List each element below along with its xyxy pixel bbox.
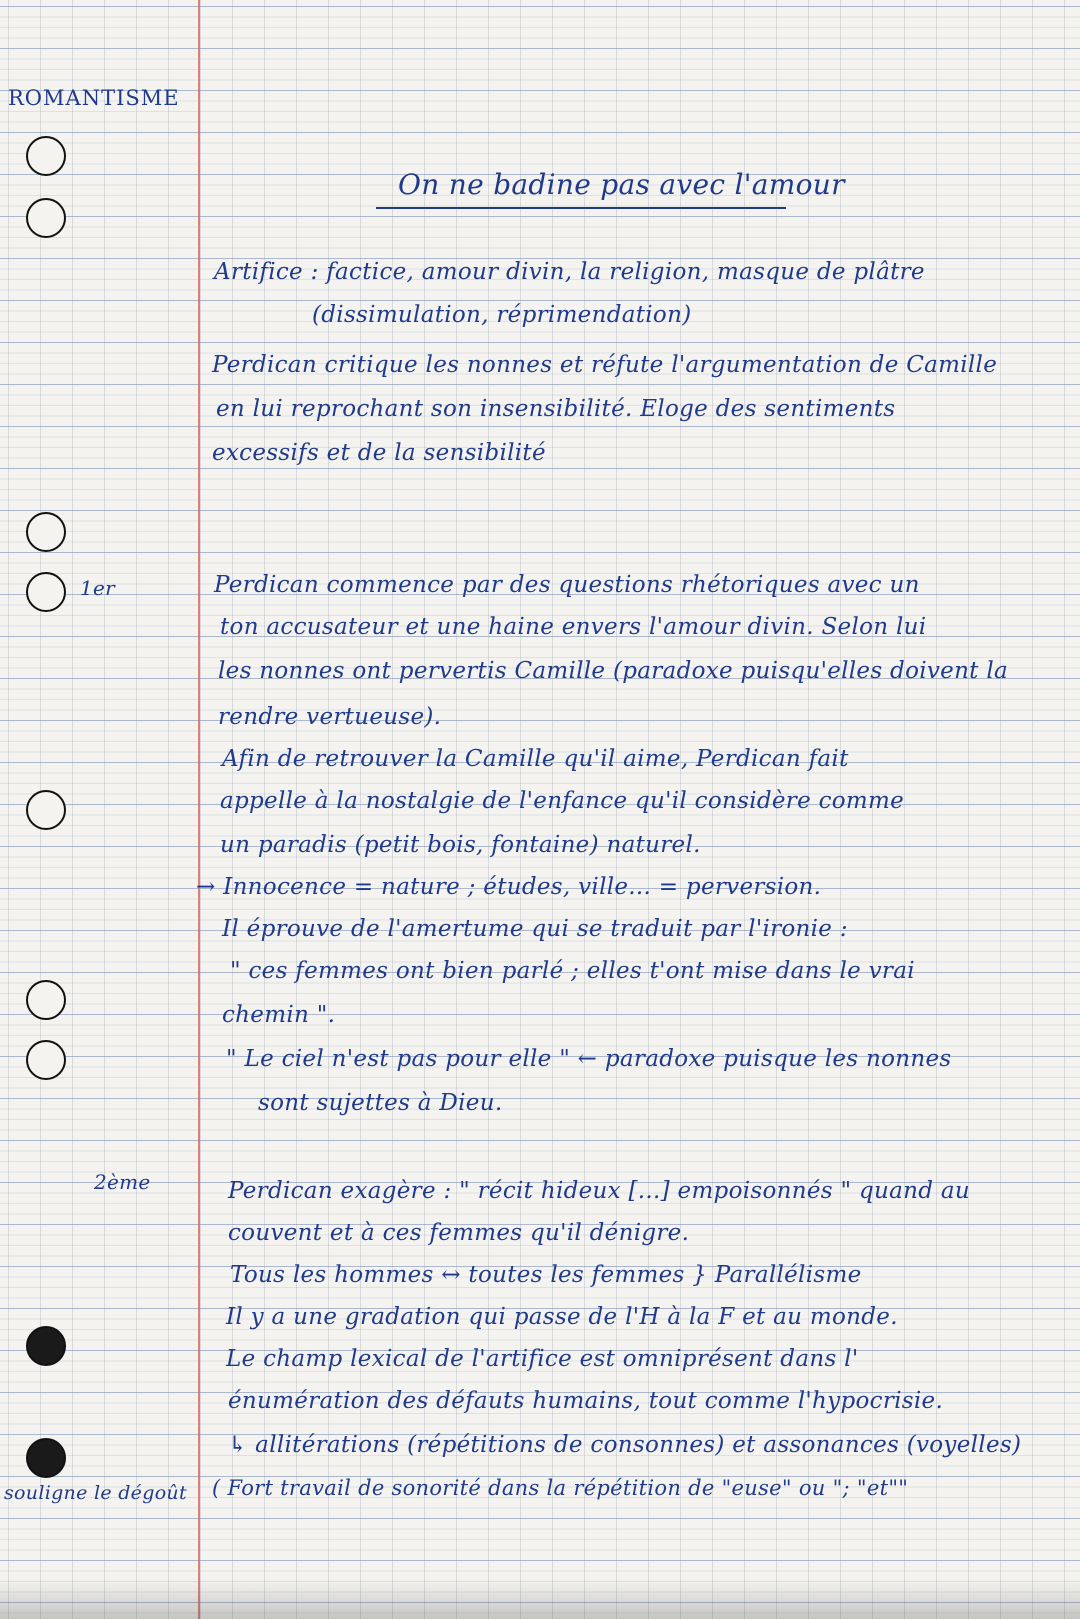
binder-hole bbox=[26, 1040, 66, 1080]
binder-hole bbox=[26, 198, 66, 238]
first-part-marker: 1er bbox=[80, 576, 116, 600]
note-line: énumération des défauts humains, tout comme l'hypocrisie. bbox=[228, 1388, 944, 1414]
binder-hole bbox=[26, 512, 66, 552]
binder-hole bbox=[26, 572, 66, 612]
page-shadow bbox=[0, 1579, 1080, 1619]
title-underline bbox=[376, 207, 786, 209]
note-line: couvent et à ces femmes qu'il dénigre. bbox=[228, 1220, 690, 1246]
note-line: Perdican commence par des questions rhétoriques avec un bbox=[214, 572, 920, 598]
note-line: ton accusateur et une haine envers l'amour divin. Selon lui bbox=[220, 614, 927, 640]
page-title: On ne badine pas avec l'amour bbox=[398, 168, 845, 201]
note-line: Tous les hommes ↔ toutes les femmes } Parallélisme bbox=[230, 1262, 862, 1288]
note-line: " Le ciel n'est pas pour elle " ← paradoxe puisque les nonnes bbox=[226, 1046, 952, 1072]
note-line: Il y a une gradation qui passe de l'H à la F et au monde. bbox=[226, 1304, 898, 1330]
note-line: excessifs et de la sensibilité bbox=[212, 440, 546, 466]
note-line: Il éprouve de l'amertume qui se traduit par l'ironie : bbox=[222, 916, 848, 942]
note-line: rendre vertueuse). bbox=[218, 704, 442, 730]
note-line: Artifice : factice, amour divin, la religion, masque de plâtre bbox=[214, 259, 925, 285]
binder-hole bbox=[26, 790, 66, 830]
note-line: → Innocence = nature ; études, ville... = perversion. bbox=[196, 874, 822, 900]
note-line: Le champ lexical de l'artifice est omniprésent dans l' bbox=[226, 1346, 859, 1372]
note-line: (dissimulation, réprimendation) bbox=[312, 302, 692, 328]
margin-line bbox=[198, 0, 200, 1619]
note-line: ↳ allitérations (répétitions de consonnes) et assonances (voyelles) bbox=[228, 1432, 1022, 1458]
note-line: " ces femmes ont bien parlé ; elles t'ont mise dans le vrai bbox=[230, 958, 915, 984]
second-part-marker: 2ème bbox=[94, 1170, 151, 1194]
section-label: ROMANTISME bbox=[8, 86, 180, 110]
binder-hole bbox=[26, 1326, 66, 1366]
note-line: les nonnes ont pervertis Camille (paradoxe puisqu'elles doivent la bbox=[218, 658, 1009, 684]
note-line: un paradis (petit bois, fontaine) naturel. bbox=[220, 832, 701, 858]
note-line: en lui reprochant son insensibilité. Eloge des sentiments bbox=[216, 396, 896, 422]
note-line: Perdican exagère : " récit hideux [...] empoisonnés " quand au bbox=[228, 1178, 970, 1204]
note-line: Perdican critique les nonnes et réfute l'argumentation de Camille bbox=[212, 352, 998, 378]
note-line: ( Fort travail de sonorité dans la répétition de "euse" ou "; "et"" bbox=[212, 1476, 909, 1500]
note-line: sont sujettes à Dieu. bbox=[258, 1090, 503, 1116]
note-line: appelle à la nostalgie de l'enfance qu'il considère comme bbox=[220, 788, 905, 814]
note-line: Afin de retrouver la Camille qu'il aime, Perdican fait bbox=[222, 746, 849, 772]
note-line: chemin ". bbox=[222, 1002, 336, 1028]
binder-hole bbox=[26, 980, 66, 1020]
binder-hole bbox=[26, 1438, 66, 1478]
side-note: souligne le dégoût bbox=[4, 1482, 187, 1504]
binder-hole bbox=[26, 136, 66, 176]
